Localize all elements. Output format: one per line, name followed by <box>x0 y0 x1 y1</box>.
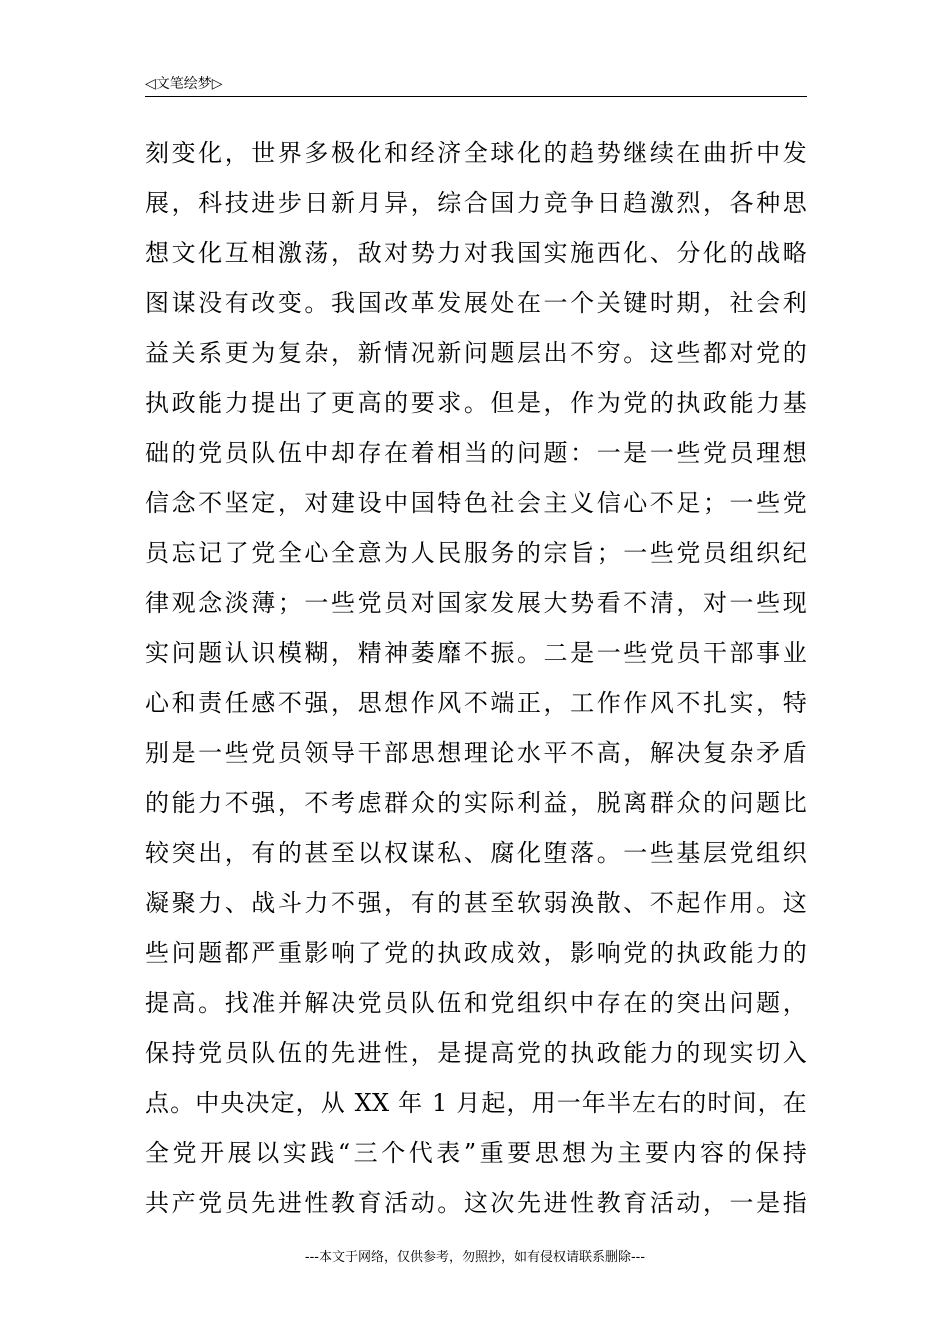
text-line: 的能力不强，不考虑群众的实际利益，脱离群众的问题比 <box>145 789 807 817</box>
page-footer: ---本文于网络，仅供参考，勿照抄，如有侵权请联系删除--- <box>304 1250 646 1265</box>
header-title: ◁文笔绘梦▷ <box>145 76 223 92</box>
text-line: 凝聚力、战斗力不强，有的甚至软弱涣散、不起作用。这 <box>145 889 807 917</box>
text-line: 信念不坚定，对建设中国特色社会主义信心不足；一些党 <box>145 489 807 517</box>
text-line: 础的党员队伍中却存在着相当的问题：一是一些党员理想 <box>145 439 807 467</box>
text-line: 实问题认识模糊，精神萎靡不振。二是一些党员干部事业 <box>145 639 807 667</box>
text-line: 共产党员先进性教育活动。这次先进性教育活动，一是指 <box>145 1189 807 1217</box>
text-line: 想文化互相激荡，敌对势力对我国实施西化、分化的战略 <box>145 239 807 267</box>
page-header <box>145 74 807 97</box>
document-body <box>145 128 807 1228</box>
text-line: 全党开展以实践“三个代表”重要思想为主要内容的保持 <box>145 1139 807 1167</box>
text-line: 律观念淡薄；一些党员对国家发展大势看不清，对一些现 <box>145 589 807 617</box>
text-line: 员忘记了党全心全意为人民服务的宗旨；一些党员组织纪 <box>145 539 807 567</box>
text-line: 益关系更为复杂，新情况新问题层出不穷。这些都对党的 <box>145 339 807 367</box>
text-line: 别是一些党员领导干部思想理论水平不高，解决复杂矛盾 <box>145 739 807 767</box>
text-line: 展，科技进步日新月异，综合国力竞争日趋激烈，各种思 <box>145 189 807 217</box>
text-line: 保持党员队伍的先进性，是提高党的执政能力的现实切入 <box>145 1039 807 1067</box>
text-line: 较突出，有的甚至以权谋私、腐化堕落。一些基层党组织 <box>145 839 807 867</box>
text-line: 些问题都严重影响了党的执政成效，影响党的执政能力的 <box>145 939 807 967</box>
text-line: 执政能力提出了更高的要求。但是，作为党的执政能力基 <box>145 389 807 417</box>
text-line: 点。中央决定，从 XX 年 1 月起，用一年半左右的时间，在 <box>145 1089 807 1117</box>
text-line: 提高。找准并解决党员队伍和党组织中存在的突出问题， <box>145 989 807 1017</box>
text-line: 心和责任感不强，思想作风不端正，工作作风不扎实，特 <box>145 689 807 717</box>
text-line: 刻变化，世界多极化和经济全球化的趋势继续在曲折中发 <box>145 139 807 167</box>
text-line: 图谋没有改变。我国改革发展处在一个关键时期，社会利 <box>145 289 807 317</box>
